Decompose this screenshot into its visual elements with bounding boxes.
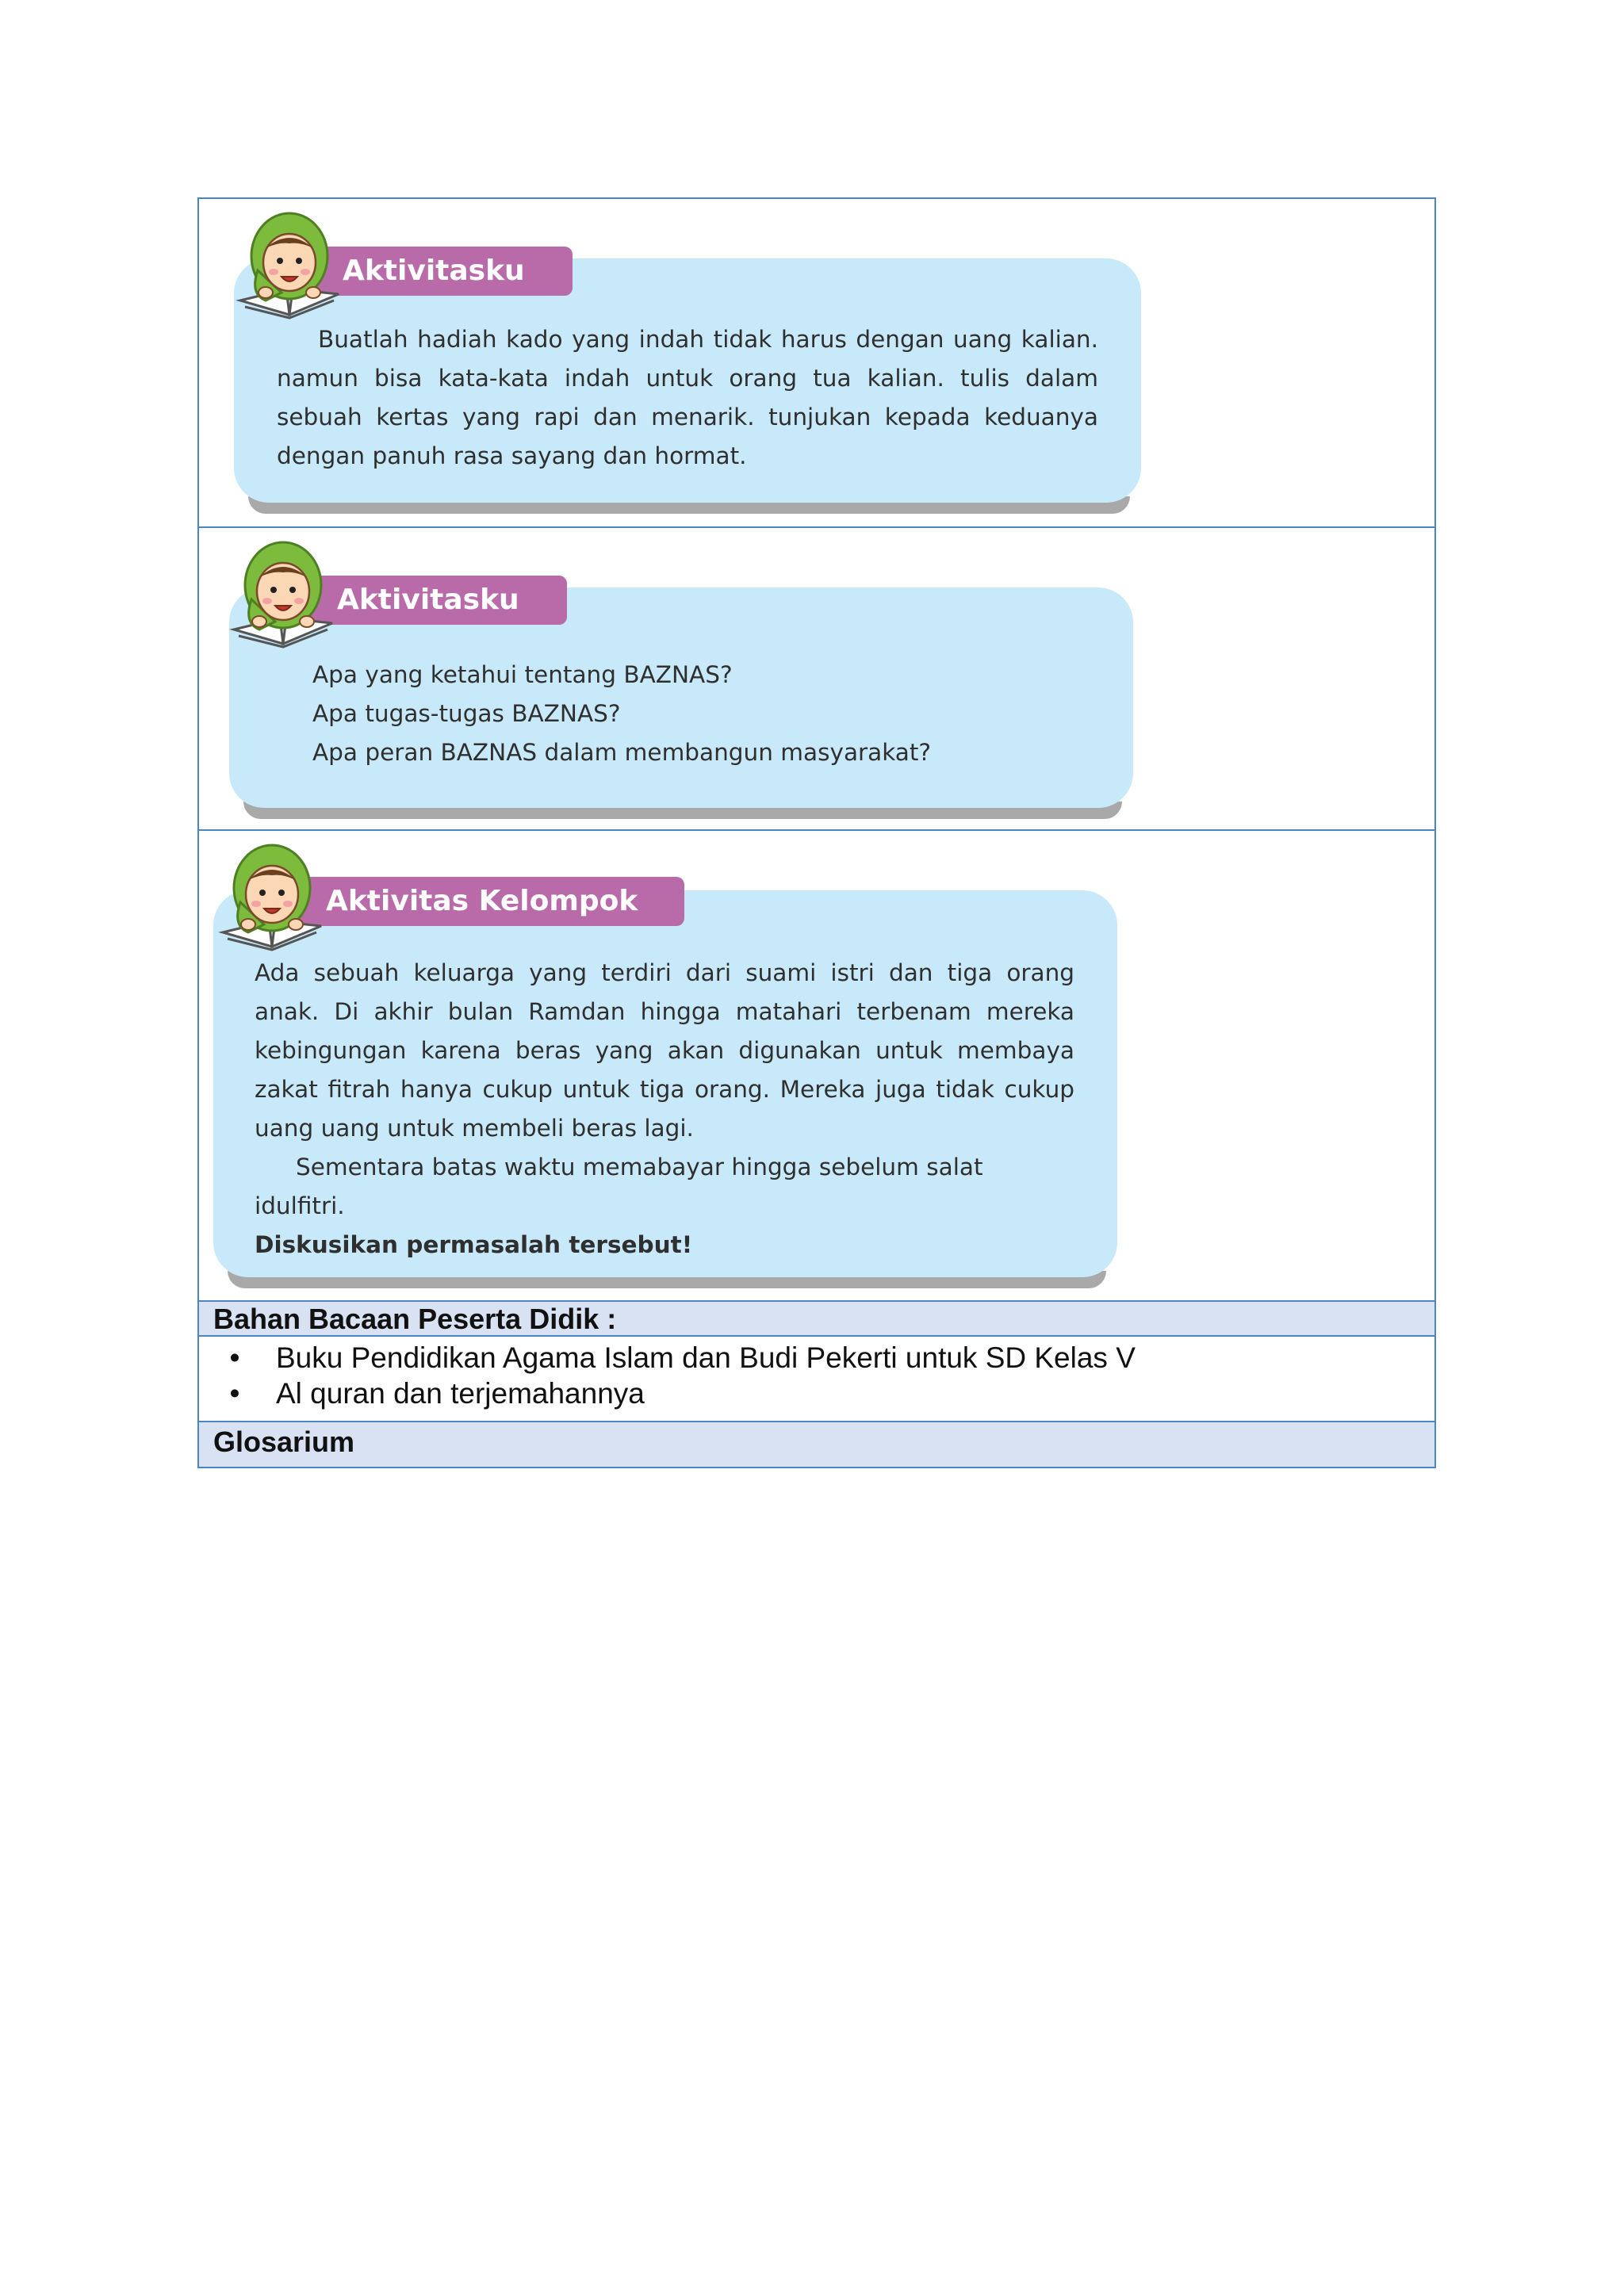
activity-paragraph: Sementara batas waktu memabayar hingga sebelum salat idulfitri.	[255, 1154, 983, 1219]
question-item: Apa tugas-tugas BAZNAS?	[312, 700, 621, 727]
list-item-text: Buku Pendidikan Agama Islam dan Budi Pekerti untuk SD Kelas V	[276, 1341, 1136, 1374]
activity-paragraph: Buatlah hadiah kado yang indah tidak harus dengan uang kalian. namun bisa kata-kata indah untuk orang tua kalian. tulis dalam sebuah kertas yang rapi dan menarik. tunjukan kepada keduanya dengan panuh rasa sayang dan hormat.	[277, 326, 1098, 469]
activity-paragraph: Ada sebuah keluarga yang terdiri dari suami istri dan tiga orang anak. Di akhir bulan Ramdan hingga matahari terbenam mereka kebingungan karena beras yang akan digunakan untuk membaya zakat fitrah hanya cukup untuk tiga orang. Mereka juga tidak cukup uang uang untuk membeli beras lagi.	[255, 959, 1074, 1142]
content-table	[197, 197, 1436, 1468]
question-item: Apa peran BAZNAS dalam membangun masyarakat?	[312, 739, 932, 766]
activity-title: Aktivitasku	[301, 576, 567, 625]
bullet: •	[229, 1377, 240, 1410]
reading-header: Bahan Bacaan Peserta Didik :	[199, 1302, 1434, 1337]
activity-text	[255, 954, 1074, 1265]
glossary-header: Glosarium	[199, 1422, 1434, 1467]
activity-row-3	[199, 831, 1434, 1302]
activity-instruction: Diskusikan permasalah tersebut!	[255, 1231, 693, 1258]
activity-text	[277, 320, 1098, 476]
girl-reading-icon	[228, 536, 339, 655]
activity-row-2	[199, 528, 1434, 831]
list-item	[199, 1340, 1434, 1376]
girl-reading-icon	[234, 207, 345, 326]
girl-reading-icon	[216, 839, 327, 958]
activity-title: Aktivitas Kelompok	[289, 877, 684, 926]
bullet: •	[229, 1341, 240, 1374]
activity-questions	[312, 656, 1105, 772]
list-item-text: Al quran dan terjemahannya	[276, 1377, 645, 1410]
reading-list	[199, 1337, 1434, 1422]
activity-row-1	[199, 199, 1434, 528]
activity-title: Aktivitasku	[306, 247, 573, 296]
list-item	[199, 1376, 1434, 1411]
activity-panel	[213, 890, 1117, 1277]
question-item: Apa yang ketahui tentang BAZNAS?	[312, 661, 733, 688]
